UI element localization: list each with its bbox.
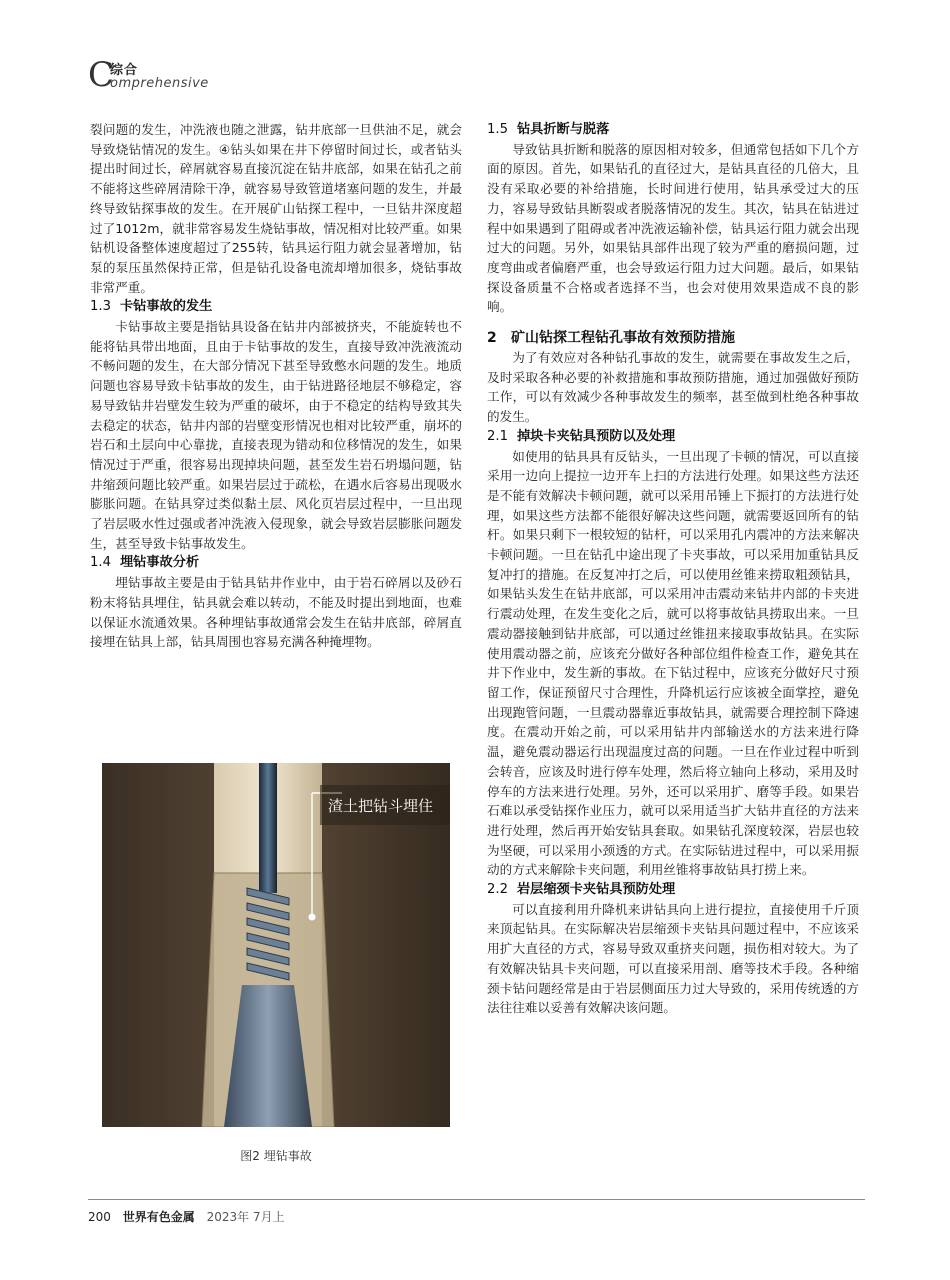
heading-1-4 xyxy=(90,553,462,573)
heading-text: 钻具折断与脱落 xyxy=(517,122,610,137)
section-title-en: omprehensive xyxy=(110,76,209,91)
issue-date: 2023年 7月上 xyxy=(206,1210,285,1224)
heading-text: 掉块卡夹钻具预防以及处理 xyxy=(517,428,676,444)
paragraph-continued: 裂问题的发生，冲洗液也随之泄露，钻井底部一旦供油不足，就会导致烧钻情况的发生。④钻头如果在井下停留时间过长，或者钻头提出时间过长，碎屑就容易直接沉淀在钻井底部，如果在钻孔之前不能将这些碎屑清除干净，就容易导致管道堵塞问题的发生，并最终导致钻探事故的发生。在开展矿山钻探工程中，一旦钻井深度超过了1012m，就非常容易发生烧钻事故，情况相对比较严重。如果钻机设备整体速度超过了255转，钻具运行阻力就会显著增加，钻泵的泵压虽然保持正常，但是钻孔设备电流却增加很多，烧钻事故非常严重。 xyxy=(90,122,462,295)
figure-caption: 图2 埋钻事故 xyxy=(240,1149,312,1163)
heading-number: 2 xyxy=(487,330,497,347)
heading-text: 卡钻事故的发生 xyxy=(120,299,213,315)
section-title-cn: 综合 xyxy=(110,63,139,78)
heading-text: 埋钻事故分析 xyxy=(120,555,200,571)
heading-number: 1.4 xyxy=(90,555,111,571)
heading-text: 矿山钻探工程钻孔事故有效预防措施 xyxy=(511,330,735,347)
heading-2-1 xyxy=(487,427,859,447)
paragraph-1-3: 卡钻事故主要是指钻具设备在钻井内部被挤夹，不能旋转也不能将钻具带出地面，且由于卡钻事故的发生，直接导致冲洗液流动不畅问题的发生，在大部分情况下甚至导致憋水问题的发生。地质问题也容易导致卡钻事故的发生，由于钻进路径地层不够稳定，容易导致钻井岩壁发生较为严重的破坏，由于不稳定的结构导致其失去稳定的状态，钻井内部的岩壁变形情况也相对比较严重，崩坏的岩石和土层向中心靠拢，直接表现为错动和位移情况的发生，如果情况过于严重，很容易出现掉块问题，甚至发生岩石坍塌问题，钻井缩颈问题比较严重。如果岩层过于疏松，在遇水后容易出现吸水膨胀问题。在钻具穿过类似黏土层、风化页岩层过程中，一旦出现了岩层吸水性过强或者冲洗液入侵现象，就会导致岩层膨胀问题发生，甚至导致卡钻事故发生。 xyxy=(90,319,462,551)
heading-1-3 xyxy=(90,297,462,317)
figure-buried-drill xyxy=(102,763,450,1127)
paragraph-2-1: 如使用的钻具具有反钻头，一旦出现了卡顿的情况，可以直接采用一边向上提拉一边开车上扫的方法进行处理。如果这些方法还是不能有效解决卡顿问题，就可以采用吊锤上下振打的方法进行处理，如果这些方法都不能很好解决这些问题，就需要返回所有的钻杆。如果只剩下一根较短的钻杆，可以采用孔内震冲的方法来解决卡顿问题。一旦在钻孔中途出现了卡夹事故，可以采用加重钻具反复冲打的措施。在反复冲打之后，可以使用丝锥来捞取粗颈钻具，如果钻头发生在钻井底部，可以采用冲击震动来钻井内部的卡夹进行震动处理，在发生变化之后，就可以将事故钻具捞取出来。一旦震动器接触到钻井底部，可以通过丝锥扭来接取事故钻具。在实际使用震动器之前，应该充分做好各种部位组件检查工作，避免其在井下作业中，发生新的事故。在下钻过程中，应该充分做好尺寸预留工作，保证预留尺寸合理性，升降机运行应该被全面掌控，避免出现跑管问题，一旦震动器靠近事故钻具，就需要合理控制下降速度。在震动开始之前，可以采用钻井内部输送水的方法来进行降温，避免震动器运行出现温度过高的问题。一旦在作业过程中听到会转音，应该及时进行停车处理，然后将立轴向上移动，采用及时停车的方法来进行处理。另外，还可以采用扩、磨等手段。如果岩石难以承受钻探作业压力，就可以采用适当扩大钻井直径的方法来进行处理，然后再开始安钻具套取。如果钻孔深度较深，岩层也较为坚硬，可以采用小颈透的方式。在实际钻进过程中，可以采用振动的方式来解除卡夹问题，利用丝锥将事故钻具打捞上来。 xyxy=(487,448,859,878)
figure-illustration xyxy=(102,763,450,1127)
heading-number: 2.2 xyxy=(487,882,508,898)
heading-number: 1.3 xyxy=(90,299,111,315)
heading-number: 1.5 xyxy=(487,122,508,137)
paragraph-2-2: 可以直接利用升降机来讲钻具向上进行提拉，直接使用千斤顶来顶起钻具。在实际解决岩层缩颈卡夹钻具问题过程中，不应该采用扩大直径的方式，容易导致双重挤夹问题，损伤相对较大。为了有效解决钻具卡夹问题，可以直接采用剖、磨等技术手段。各种缩颈卡钻问题经常是由于岩层侧面压力过大导致的，采用传统透的方法往往难以妥善有效解决该问题。 xyxy=(487,901,859,1016)
section-header xyxy=(88,55,288,95)
footer-rule xyxy=(88,1199,865,1200)
page-number: 200 xyxy=(88,1210,111,1224)
heading-number: 2.1 xyxy=(487,428,508,444)
paragraph-2: 为了有效应对各种钻孔事故的发生，就需要在事故发生之后，及时采取各种必要的补救措施和事故预防措施，通过加强做好预防工作，可以有效减少各种事故发生的频率，甚至做到杜绝各种事故的发生。 xyxy=(487,350,859,425)
section-logo-letter: C xyxy=(88,55,115,95)
heading-text: 岩层缩颈卡夹钻具预防处理 xyxy=(517,882,676,898)
heading-2-2 xyxy=(487,880,859,900)
right-column xyxy=(487,120,859,1018)
left-column xyxy=(90,120,462,652)
figure-callout-label: 渣土把钻斗埋住 xyxy=(328,797,434,815)
heading-1-5 xyxy=(487,120,859,140)
paragraph-1-4: 埋钻事故主要是由于钻具钻井作业中，由于岩石碎屑以及砂石粉末将钻具埋住，钻具就会难以转动，不能及时提出到地面，也难以保证水流通效果。各种埋钻事故通常会发生在钻井底部，碎屑直接埋在钻具上部，钻具周围也容易充满各种掩埋物。 xyxy=(90,575,462,650)
page-footer xyxy=(88,1208,293,1225)
paragraph-1-5: 导致钻具折断和脱落的原因相对较多，但通常包括如下几个方面的原因。首先，如果钻孔的直径过大，是钻具直径的几倍大，且没有采取必要的补给措施，长时间进行使用，钻具承受过大的压力，容易导致钻具断裂或者脱落情况的发生。其次，钻具在钻进过程中如果遇到了阻碍或者冲洗液运输补偿，钻具运行阻力就会出现过大的问题。另外，如果钻具部件出现了较为严重的磨损问题，过度弯曲或者偏磨严重，也会导致运行阻力过大问题。最后，如果钻探设备质量不合格或者选择不当，也会对使用效果造成不良的影响。 xyxy=(487,141,859,315)
heading-2 xyxy=(487,328,859,348)
journal-name: 世界有色金属 xyxy=(122,1210,195,1224)
